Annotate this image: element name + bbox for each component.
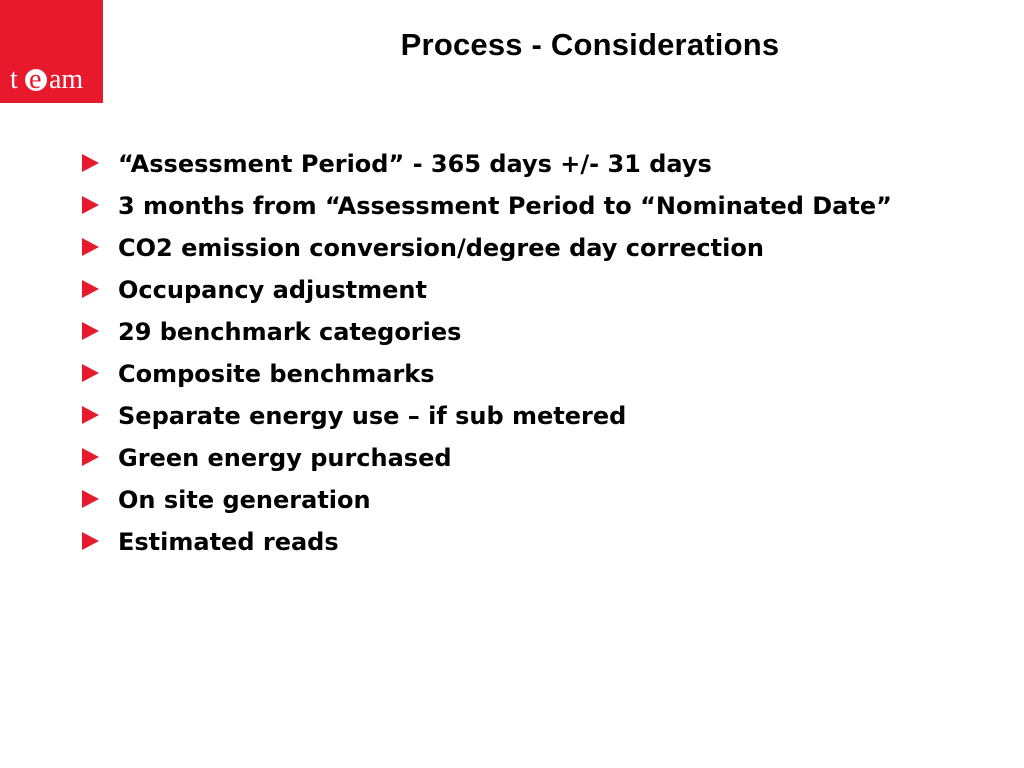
bullet-text: Estimated reads (118, 528, 339, 556)
bullet-item (80, 274, 920, 306)
bullet-item (80, 232, 920, 264)
team-logo-mark (0, 0, 103, 103)
triangle-bullet-icon (82, 196, 99, 214)
bullet-text: Occupancy adjustment (118, 276, 427, 304)
slide-title: Process - Considerations (400, 27, 780, 62)
bullet-item (80, 442, 920, 474)
bullet-text: “Assessment Period” - 365 days +/- 31 days (118, 150, 712, 178)
triangle-bullet-icon (82, 364, 99, 382)
bullet-item (80, 190, 920, 222)
triangle-bullet-icon (82, 238, 99, 256)
triangle-bullet-icon (82, 322, 99, 340)
bullet-text: 3 months from “Assessment Period to “Nominated Date” (118, 192, 892, 220)
triangle-bullet-icon (82, 490, 99, 508)
triangle-bullet-icon (82, 532, 99, 550)
triangle-bullet-icon (82, 406, 99, 424)
bullet-item (80, 358, 920, 390)
triangle-bullet-icon (82, 448, 99, 466)
bullet-item (80, 316, 920, 348)
bullet-text: Separate energy use – if sub metered (118, 402, 627, 430)
bullet-item (80, 148, 920, 180)
bullet-list (80, 148, 920, 568)
logo-letter-t: t (10, 64, 18, 95)
logo-letters-am: am (49, 64, 84, 95)
bullet-text: 29 benchmark categories (118, 318, 462, 346)
triangle-bullet-icon (82, 280, 99, 298)
bullet-item (80, 526, 920, 558)
bullet-item (80, 400, 920, 432)
bullet-text: On site generation (118, 486, 371, 514)
triangle-bullet-icon (82, 154, 99, 172)
bullet-text: Green energy purchased (118, 444, 452, 472)
team-logo (0, 0, 103, 103)
bullet-text: CO2 emission conversion/degree day correction (118, 234, 764, 262)
bullet-item (80, 484, 920, 516)
logo-letter-e: e (29, 64, 42, 95)
bullet-text: Composite benchmarks (118, 360, 435, 388)
